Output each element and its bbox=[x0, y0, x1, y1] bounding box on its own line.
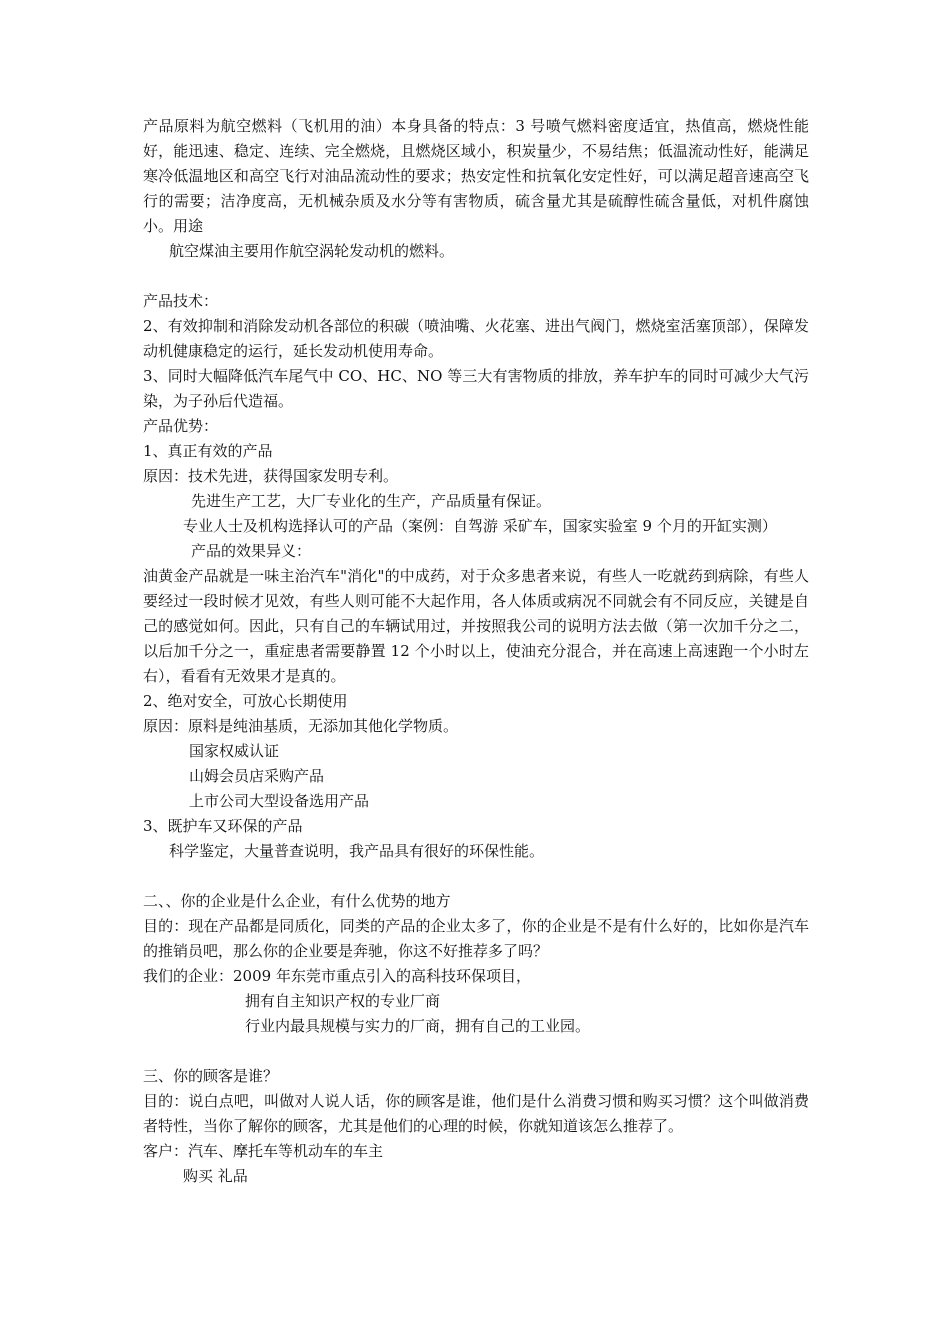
document-page bbox=[143, 114, 809, 1189]
heading-product-advantages: 产品优势： bbox=[143, 417, 219, 435]
customer-line-2: 购买 礼品 bbox=[183, 1167, 248, 1185]
paragraph-section-3-purpose: 目的：说白点吧，叫做对人说人话，你的顾客是谁，他们是什么消费习惯和购买习惯？这个叫做消费者特性，当你了解你的顾客，尤其是他们的心理的时候，你就知道该怎么推荐了。 bbox=[143, 1092, 809, 1135]
reason-line-5: 国家权威认证 bbox=[189, 742, 280, 760]
advantage-item-2: 2、绝对安全，可放心长期使用 bbox=[143, 692, 348, 710]
reason-line-1: 原因：技术先进，获得国家发明专利。 bbox=[143, 467, 399, 485]
paragraph-usage: 航空煤油主要用作航空涡轮发动机的燃料。 bbox=[169, 242, 455, 260]
blank-line bbox=[143, 1039, 809, 1064]
paragraph-raw-material: 产品原料为航空燃料（飞机用的油）本身具备的特点：3 号喷气燃料密度适宜，热值高，燃烧性能好，能迅速、稳定、连续、完全燃烧，且燃烧区域小，积炭量少，不易结焦；低温流动性好，能满足寒冷低温地区和高空飞行对油品流动性的要求；热安定性和抗氧化安定性好，可以满足超音速高空飞行的需要；洁净度高，无机械杂质及水分等有害物质，硫含量尤其是硫醇性硫含量低，对机件腐蚀小。用途 bbox=[143, 117, 809, 235]
blank-line bbox=[143, 864, 809, 889]
paragraph-effect: 油黄金产品就是一味主治汽车"消化"的中成药，对于众多患者来说，有些人一吃就药到病除，有些人要经过一段时候才见效，有些人则可能不大起作用，各人体质或病况不同就会有不同反应，关键是自己的感觉如何。因此，只有自己的车辆试用过，并按照我公司的说明方法去做（第一次加千分之二，以后加千分之一，重症患者需要静置 12 个小时以上，使油充分混合，并在高速上高速跑一个小时左右），看看有无效果才是真的。 bbox=[143, 567, 809, 685]
company-line-3: 行业内最具规模与实力的厂商，拥有自己的工业园。 bbox=[245, 1017, 591, 1035]
reason-line-6: 山姆会员店采购产品 bbox=[189, 767, 325, 785]
reason-line-3: 专业人士及机构选择认可的产品（案例：自驾游 采矿车，国家实验室 9 个月的开缸实测） bbox=[183, 517, 777, 535]
paragraph-customers: 客户：汽车、摩托车等机动车的车主 bbox=[143, 1142, 384, 1160]
paragraph-environmental: 科学鉴定，大量普查说明，我产品具有很好的环保性能。 bbox=[169, 842, 545, 860]
reason-line-7: 上市公司大型设备选用产品 bbox=[189, 792, 370, 810]
company-line-2: 拥有自主知识产权的专业厂商 bbox=[245, 992, 441, 1010]
subheading-effect: 产品的效果异义： bbox=[191, 542, 312, 560]
paragraph-tech-item-2: 2、有效抑制和消除发动机各部位的积碳（喷油嘴、火花塞、进出气阀门，燃烧室活塞顶部），保障发动机健康稳定的运行，延长发动机使用寿命。 bbox=[143, 317, 809, 360]
heading-section-2: 二、、你的企业是什么企业，有什么优势的地方 bbox=[143, 892, 451, 910]
advantage-item-3: 3、既护车又环保的产品 bbox=[143, 817, 303, 835]
blank-line bbox=[143, 264, 809, 289]
reason-line-4: 原因：原料是纯油基质，无添加其他化学物质。 bbox=[143, 717, 459, 735]
reason-line-2: 先进生产工艺，大厂专业化的生产，产品质量有保证。 bbox=[191, 492, 552, 510]
heading-section-3: 三、你的顾客是谁？ bbox=[143, 1067, 279, 1085]
advantage-item-1: 1、真正有效的产品 bbox=[143, 442, 273, 460]
paragraph-section-2-purpose: 目的：现在产品都是同质化，同类的产品的企业太多了，你的企业是不是有什么好的，比如你是汽车的推销员吧，那么你的企业要是奔驰，你这不好推荐多了吗？ bbox=[143, 917, 809, 960]
paragraph-our-company: 我们的企业：2009 年东莞市重点引入的高科技环保项目， bbox=[143, 967, 531, 985]
heading-product-technology: 产品技术： bbox=[143, 292, 219, 310]
paragraph-tech-item-3: 3、同时大幅降低汽车尾气中 CO、HC、NO 等三大有害物质的排放，养车护车的同时可减少大气污染，为子孙后代造福。 bbox=[143, 367, 809, 410]
